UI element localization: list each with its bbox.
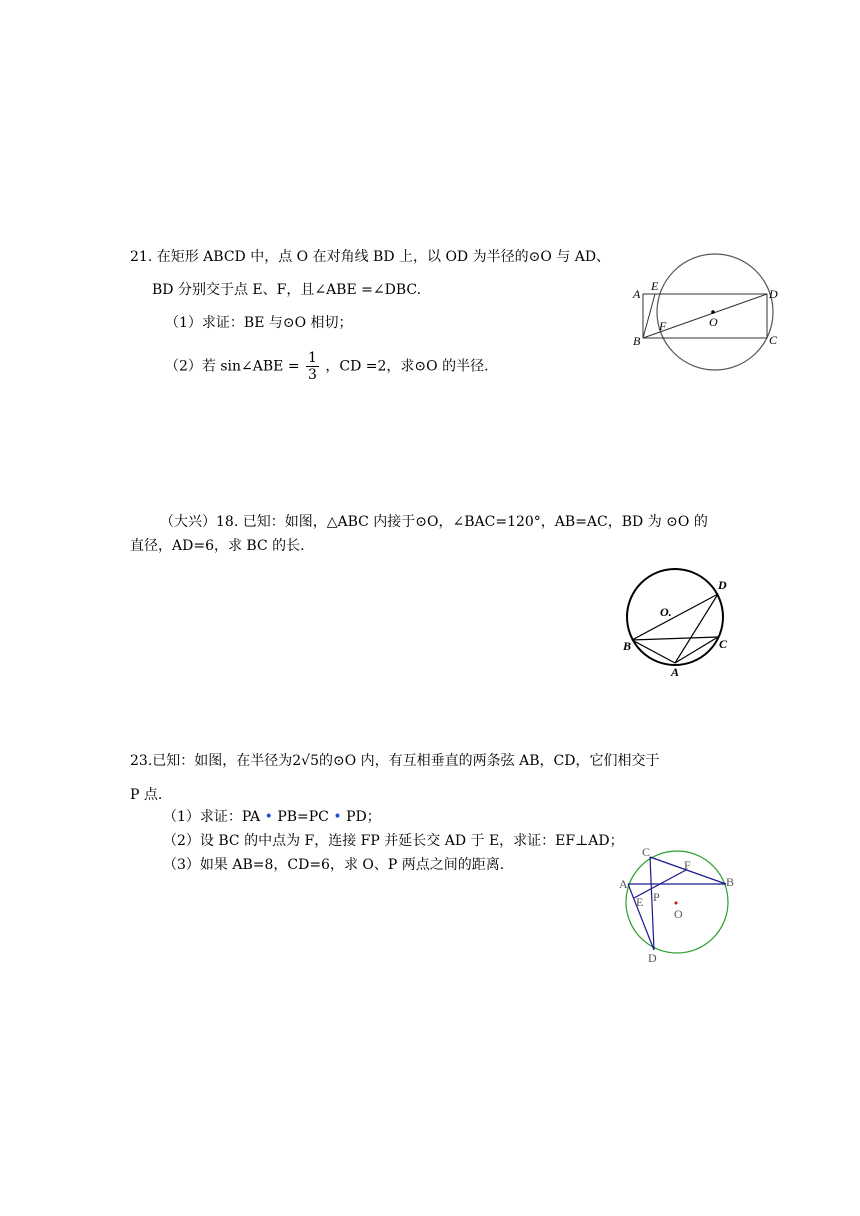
figure-23 [610,840,750,970]
p21-q2 [165,350,489,383]
label-o: O [709,315,718,329]
p21-line1 [130,248,610,266]
label-c: C [642,845,651,859]
q2-suffix: ，CD =2，求⊙O 的半径. [325,358,489,375]
p23-line1 [130,752,659,770]
label-d: D [718,578,727,592]
label-c: C [719,637,728,651]
label-b: B [623,639,632,653]
chord-ad [675,594,718,663]
diameter-bd [632,594,718,640]
fraction [306,350,319,383]
segment-be [643,294,655,338]
fraction-numerator: 1 [308,350,317,366]
label-f: F [684,858,691,872]
label-d: D [769,287,778,301]
label-e: E [651,279,659,293]
text-part: 的⊙O 内，有互相垂直的两条弦 AB，CD，它们相交于 [319,753,660,769]
center-dot [711,310,715,314]
problem-number: 21. [130,249,153,265]
label-f: F [659,319,667,333]
figure-18 [605,565,745,680]
center-dot [675,902,678,905]
label-b: B [633,334,641,348]
p23-q1 [163,808,381,826]
label-o: O. [660,605,672,619]
dot-operator: • [333,809,342,825]
radius-value: 2√5 [292,753,320,769]
p23-q3: （3）如果 AB=8，CD=6，求 O、P 两点之间的距离. [163,857,505,873]
dot-operator: • [264,809,273,825]
label-a: A [671,665,680,679]
figure-21 [625,250,795,380]
text-part: （1）求证：PA [163,809,261,825]
q2-prefix: （2）若 sin∠ABE = [165,358,300,375]
text-part: PD； [346,809,381,825]
chord-bc [632,637,718,640]
p23-q2: （2）设 BC 的中点为 F，连接 FP 并延长交 AD 于 E，求证：EF⊥AD； [163,833,624,849]
p18-line1: （大兴）18. 已知：如图，△ABC 内接于⊙O，∠BAC=120°，AB=AC，BD 为 ⊙O 的 [160,514,708,530]
label-p: P [653,890,660,904]
fraction-denominator: 3 [308,367,317,383]
label-a: A [619,877,628,891]
text-part: 23.已知：如图，在半径为 [130,753,293,769]
label-c: C [769,333,778,347]
p21-q1: （1）求证：BE 与⊙O 相切； [165,315,353,331]
label-b: B [726,875,735,889]
label-d: D [648,951,657,965]
label-e: E [636,895,644,909]
p21-line2: BD 分别交于点 E、F，且∠ABE =∠DBC. [152,282,422,298]
problem-text: 在矩形 ABCD 中，点 O 在对角线 BD 上，以 OD 为半径的⊙O 与 AD、 [156,249,611,265]
label-o: O [674,907,683,921]
p18-line2: 直径，AD=6，求 BC 的长. [130,538,305,554]
label-a: A [633,287,641,301]
p23-line2: P 点. [130,787,163,803]
text-part: PB=PC [277,809,329,825]
